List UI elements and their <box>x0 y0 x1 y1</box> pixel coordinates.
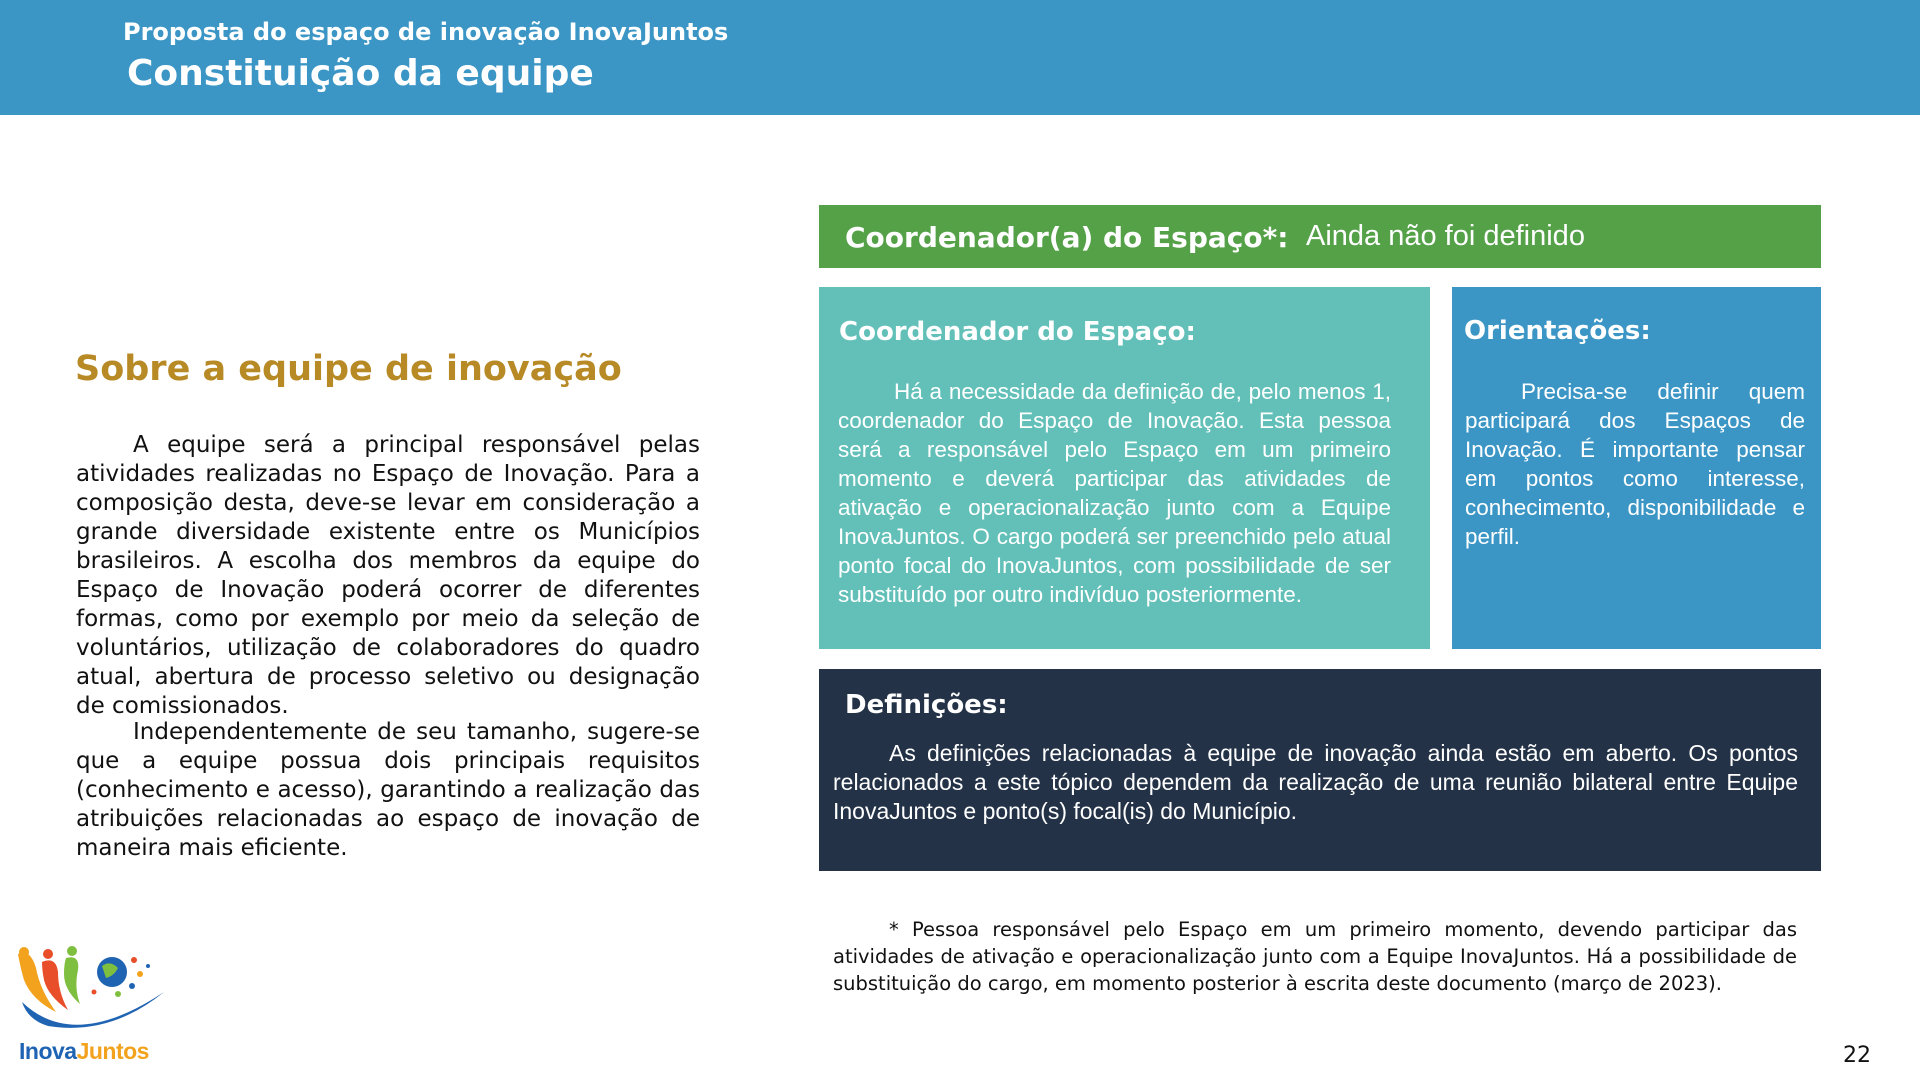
logo-emblem-icon <box>14 940 164 1038</box>
page-title: Constituição da equipe <box>127 53 594 94</box>
team-paragraph-2: Independentemente de seu tamanho, sugere-se que a equipe possua dois principais requisitos (conhecimento e acesso), garantindo a realização das atribuições relacionadas ao espaço de inovação de maneira mais eficiente. <box>76 719 700 861</box>
definitions-box-title: Definições: <box>845 690 1008 720</box>
guidance-box <box>1452 287 1821 649</box>
coordinator-box-title: Coordenador do Espaço: <box>839 317 1196 347</box>
header-subtitle: Proposta do espaço de inovação InovaJuntos <box>123 18 729 46</box>
coordinator-box <box>819 287 1430 649</box>
inovajuntos-logo <box>14 940 164 1070</box>
section-heading: Sobre a equipe de inovação <box>75 349 622 389</box>
footnote: * Pessoa responsável pelo Espaço em um primeiro momento, devendo participar das atividades de ativação e operacionalização junto com a Equipe InovaJuntos. Há a possibilidade de substituição do cargo, em momento posterior à escrita deste documento (março de 2023). <box>833 918 1797 995</box>
guidance-box-text: Precisa-se definir quem participará dos Espaços de Inovação. É importante pensar em pontos como interesse, conhecimento, disponibilidade e perfil. <box>1465 379 1805 549</box>
header-banner <box>0 0 1920 115</box>
definitions-box <box>819 669 1821 871</box>
coordinator-bar <box>819 205 1821 268</box>
coordinator-box-text: Há a necessidade da definição de, pelo menos 1, coordenador do Espaço de Inovação. Esta pessoa será a responsável pelo Espaço em um primeiro momento e deverá participar das atividades de ativação e operacionalização junto com a Equipe InovaJuntos. O cargo poderá ser preenchido pelo atual ponto focal do InovaJuntos, com possibilidade de ser substituído por outro indivíduo posteriormente. <box>838 379 1391 607</box>
coordinator-bar-value: Ainda não foi definido <box>1306 220 1585 252</box>
team-paragraph-1: A equipe será a principal responsável pelas atividades realizadas no Espaço de Inovação. Para a composição desta, deve-se levar em consideração a grande diversidade existente entre os Municípios brasileiros. A escolha dos membros da equipe do Espaço de Inovação poderá ocorrer de diferentes formas, como por exemplo por meio da seleção de voluntários, utilização de colaboradores do quadro atual, abertura de processo seletivo ou designação de comissionados. <box>76 432 700 719</box>
coordinator-bar-label: Coordenador(a) do Espaço*: <box>845 221 1289 254</box>
logo-wordmark: InovaJuntos <box>19 1038 149 1064</box>
guidance-box-title: Orientações: <box>1464 316 1651 346</box>
page-number: 22 <box>1843 1043 1871 1068</box>
definitions-box-text: As definições relacionadas à equipe de inovação ainda estão em aberto. Os pontos relacionados a este tópico dependem da realização de uma reunião bilateral entre Equipe InovaJuntos e ponto(s) focal(is) do Município. <box>833 740 1798 824</box>
